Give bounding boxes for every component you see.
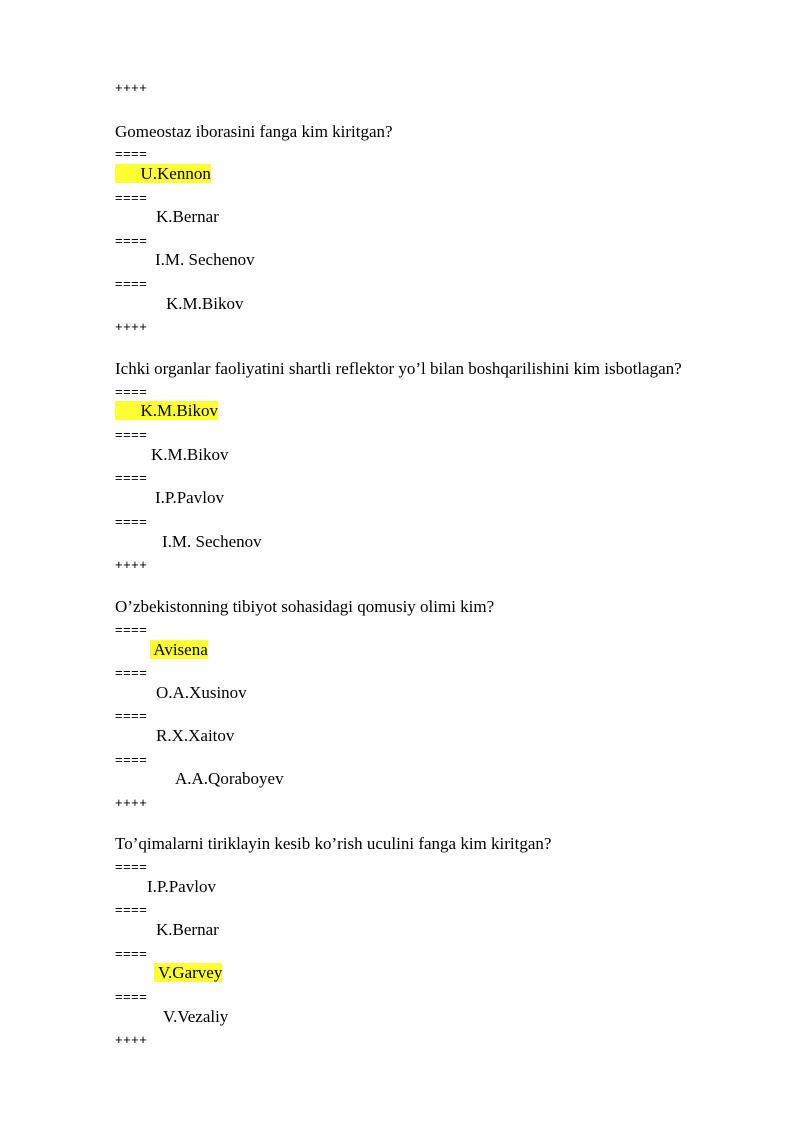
q4-option-1: I.P.Pavlov <box>147 877 216 896</box>
q1-option-1 <box>115 164 211 184</box>
separator: ==== <box>115 622 148 637</box>
question-4-text: To’qimalarni tiriklayin kesib ko’rish uculini fanga kim kiritgan? <box>115 834 552 853</box>
separator: ==== <box>115 708 148 723</box>
q3-option-2: O.A.Xusinov <box>156 683 247 702</box>
separator: ==== <box>115 665 148 680</box>
separator: ==== <box>115 190 148 205</box>
separator: ==== <box>115 514 148 529</box>
q3-option-3: R.X.Xaitov <box>156 726 235 745</box>
q1-option-3: I.M. Sechenov <box>155 250 255 269</box>
q4-option-3 <box>154 963 222 983</box>
separator: ==== <box>115 946 148 961</box>
q4-option-4: V.Vezaliy <box>163 1007 229 1026</box>
q4-option-2: K.Bernar <box>156 920 219 939</box>
separator: ==== <box>115 989 148 1004</box>
q3-option-4: A.A.Qoraboyev <box>175 769 284 788</box>
separator: ==== <box>115 427 148 442</box>
separator: ==== <box>115 233 148 248</box>
highlight: Avisena <box>150 640 208 659</box>
q1-option-4: K.M.Bikov <box>166 294 244 313</box>
highlight: V.Garvey <box>154 963 222 982</box>
q3-option-1 <box>150 640 208 660</box>
separator: ==== <box>115 276 148 291</box>
highlight: U.Kennon <box>115 164 211 183</box>
q2-option-4: I.M. Sechenov <box>162 532 262 551</box>
q2-option-1 <box>115 401 218 421</box>
separator: ==== <box>115 752 148 767</box>
end-marker: ++++ <box>115 795 148 810</box>
question-1-text: Gomeostaz iborasini fanga kim kiritgan? <box>115 122 393 141</box>
separator: ==== <box>115 902 148 917</box>
end-marker: ++++ <box>115 1032 148 1047</box>
question-3-text: O’zbekistonning tibiyot sohasidagi qomusiy olimi kim? <box>115 597 495 616</box>
q2-option-3: I.P.Pavlov <box>155 488 224 507</box>
separator: ==== <box>115 146 148 161</box>
separator: ==== <box>115 859 148 874</box>
start-marker: ++++ <box>115 80 148 95</box>
separator: ==== <box>115 470 148 485</box>
highlight: K.M.Bikov <box>115 401 218 420</box>
q2-option-2: K.M.Bikov <box>151 445 229 464</box>
end-marker: ++++ <box>115 319 148 334</box>
separator: ==== <box>115 384 148 399</box>
end-marker: ++++ <box>115 557 148 572</box>
q1-option-2: K.Bernar <box>156 207 219 226</box>
question-2-text: Ichki organlar faoliyatini shartli reflektor yo’l bilan boshqarilishini kim isbotlagan? <box>115 359 682 378</box>
